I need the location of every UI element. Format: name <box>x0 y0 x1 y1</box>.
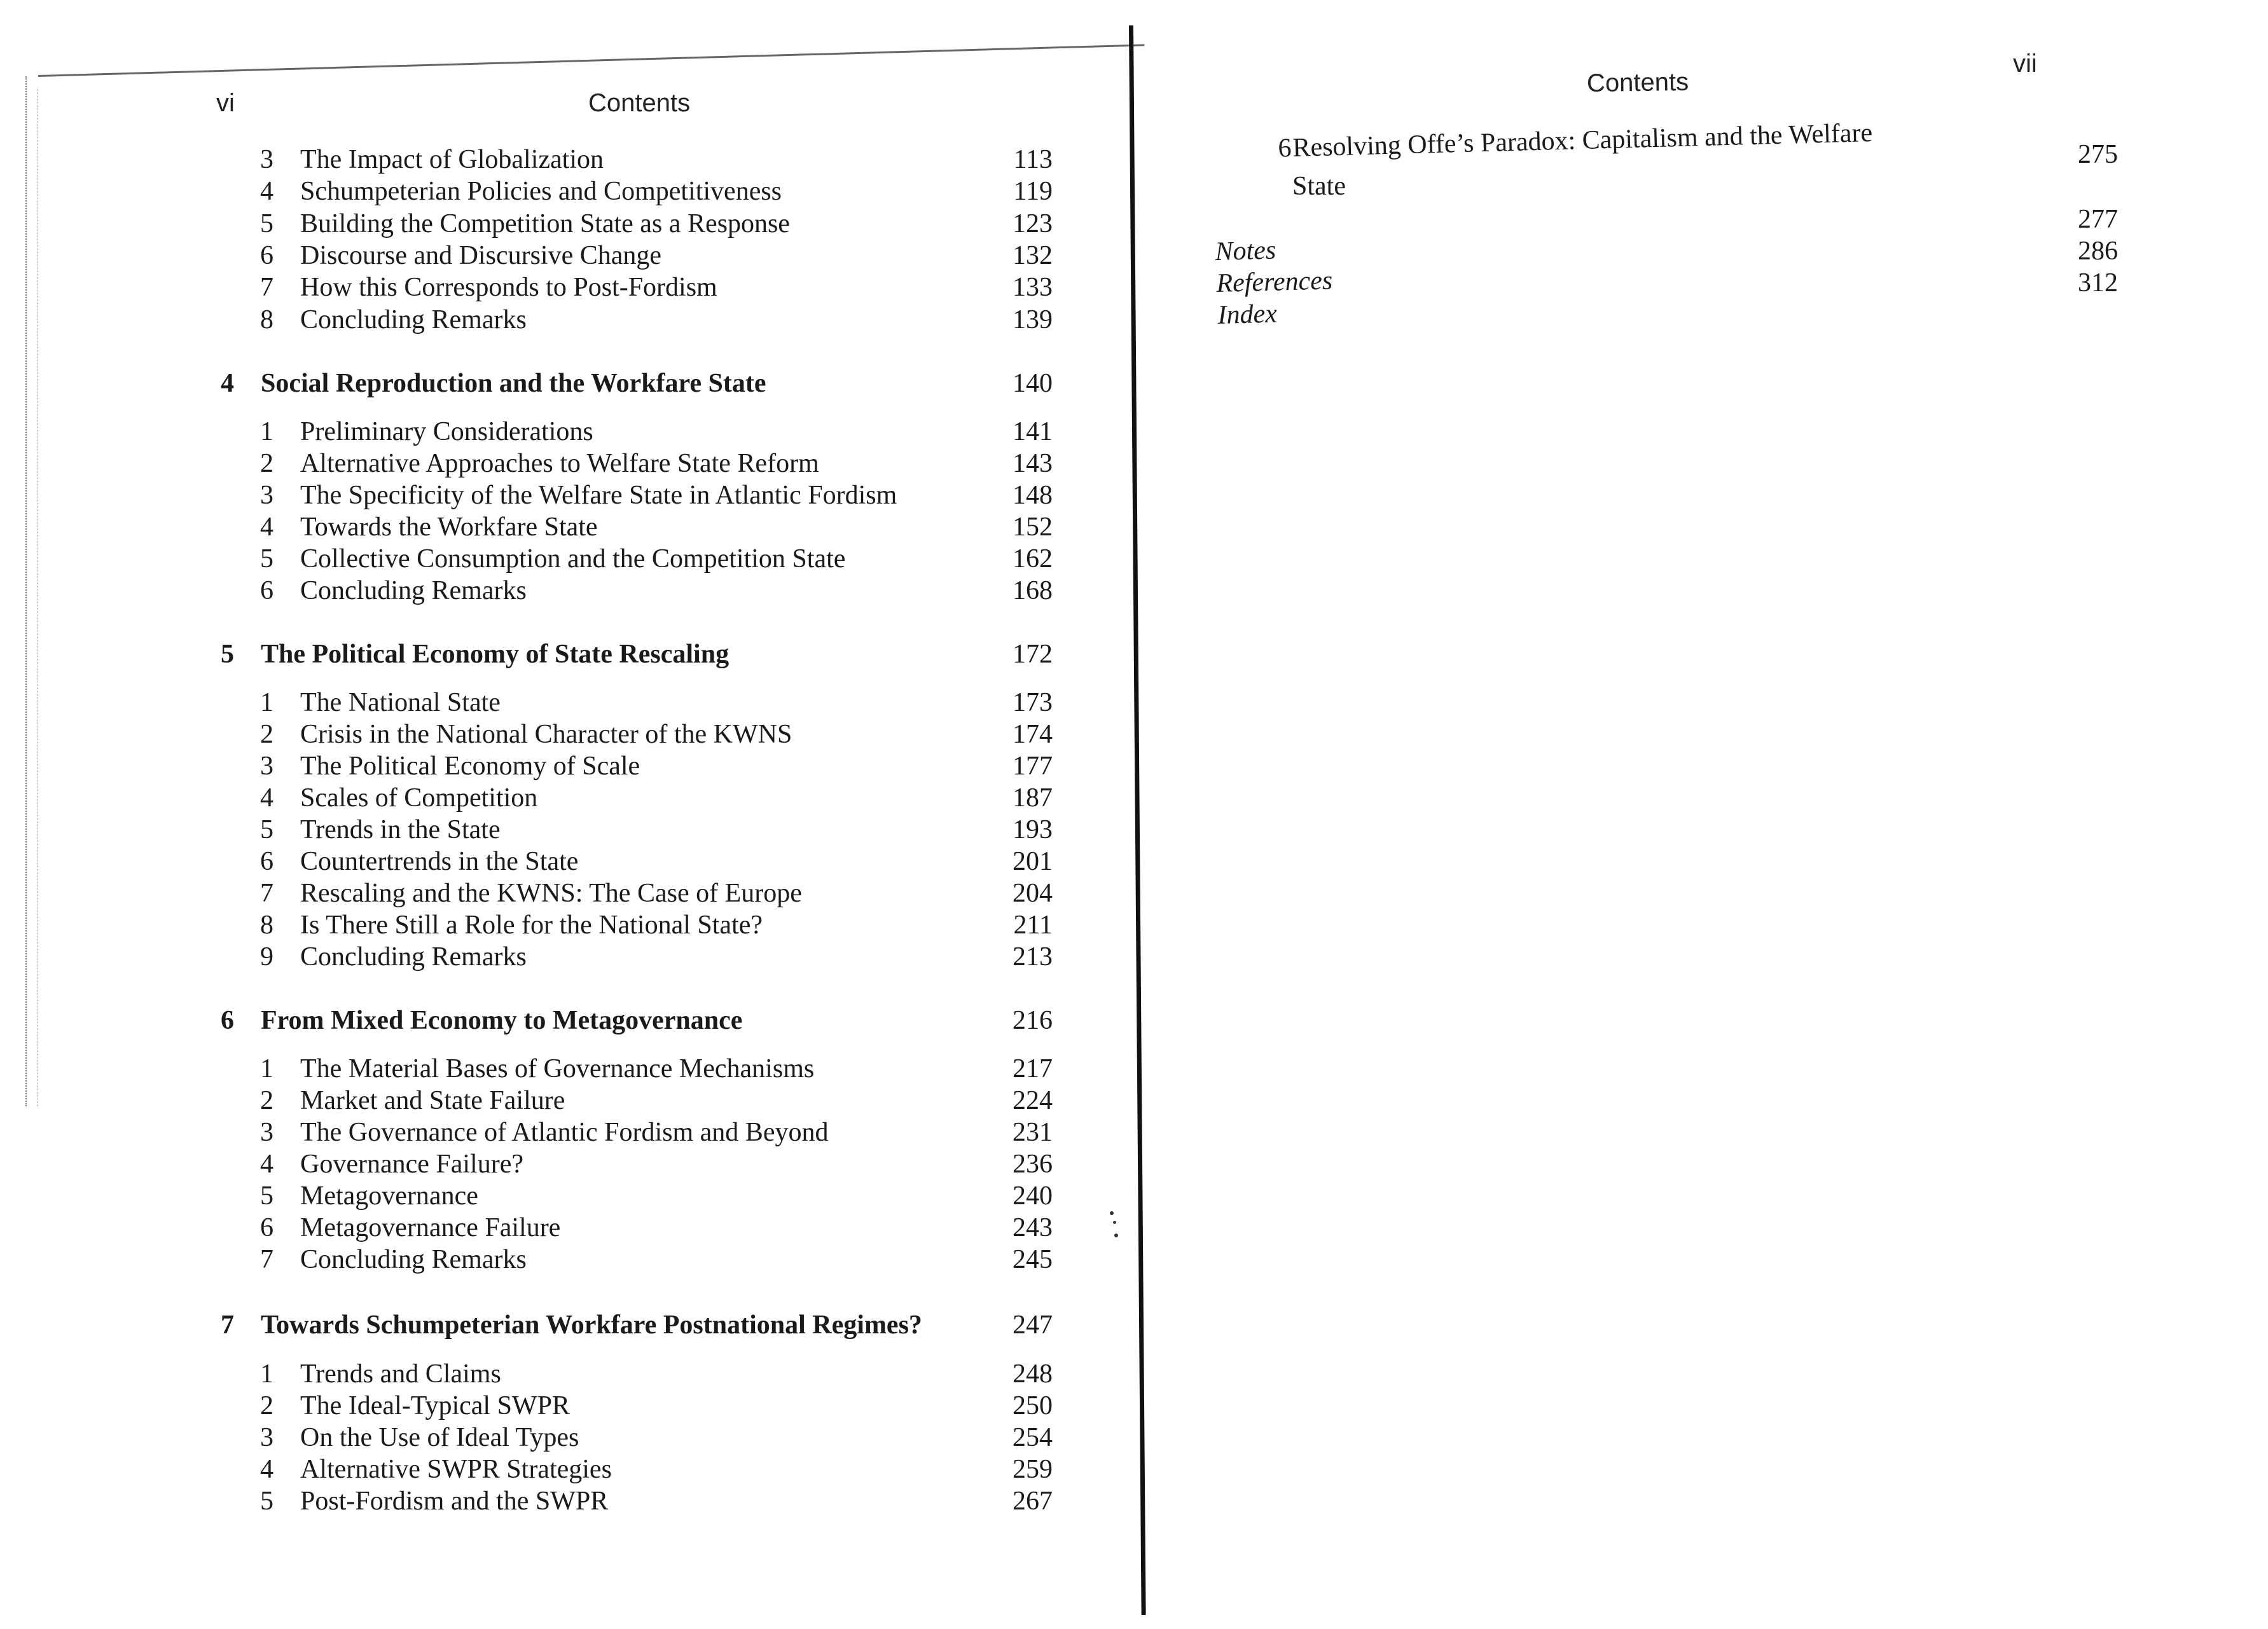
running-head: Contents <box>1586 67 1689 98</box>
running-head: Contents <box>588 89 691 117</box>
page-number-vii: vii <box>2013 50 2037 78</box>
scan-speck <box>1110 1211 1114 1215</box>
book-gutter <box>1129 25 1146 1615</box>
page-number-vi: vi <box>216 89 235 117</box>
left-page: vi Contents 3 The Impact of Globalization 113 4 Schumpeterian Policies and Competitiveness 119 5 Building the Competition State as a Response 123 6 Discourse and Discursive Change 132 7 How this Corresponds to Post-Fordism 133 8 Concluding Remarks 139 4 Social Reproduction and the Workfare State 140 1 Preliminary Considerations 141 2 Alternative Approaches to Welfare State Reform 143 3 The Specificity of the Welfare State in Atlantic Fordism 148 4 Towards the Workfare State 152 5 Collective Consumption and the Competition State 162 6 Concluding Remarks 168 5 The Political Economy of State Rescaling 172 1 The National State 173 2 Crisis in the National Character of the KWNS 174 3 The Political Economy of Scale 177 4 Scales of Competition 187 5 Trends in the State 193 6 Countertrends in the State 201 7 Rescaling and the KWNS: The Case of Europe 204 8 Is There Still a Role for the National State? 211 9 Concluding Remarks 213 6 From Mixed Economy to Metagovernance 216 1 The Material Bases of Governance Mechanisms 217 2 Market and State Failure 224 3 The Governance of Atlantic Fordism and Beyond 231 4 Governance Failure? 236 5 Metagovernance 240 6 Metagovernance Failure 243 7 Concluding Remarks 245 7 Towards Schumpeterian Workfare Postnational Regimes? 247 1 Trends and Claims 248 2 The Ideal-Typical SWPR 250 3 On the Use of Ideal Types 254 4 Alternative SWPR Strategies 259 5 Post-Fordism and the SWPR 267 <box>0 0 1126 1629</box>
scan-speck <box>1113 1221 1116 1224</box>
right-page: vii Contents 6 Resolving Offe’s Paradox: Capitalism and the Welfare State 275 Notes References Index 277 286 312 <box>1214 50 2118 331</box>
scan-speck <box>1114 1234 1118 1237</box>
